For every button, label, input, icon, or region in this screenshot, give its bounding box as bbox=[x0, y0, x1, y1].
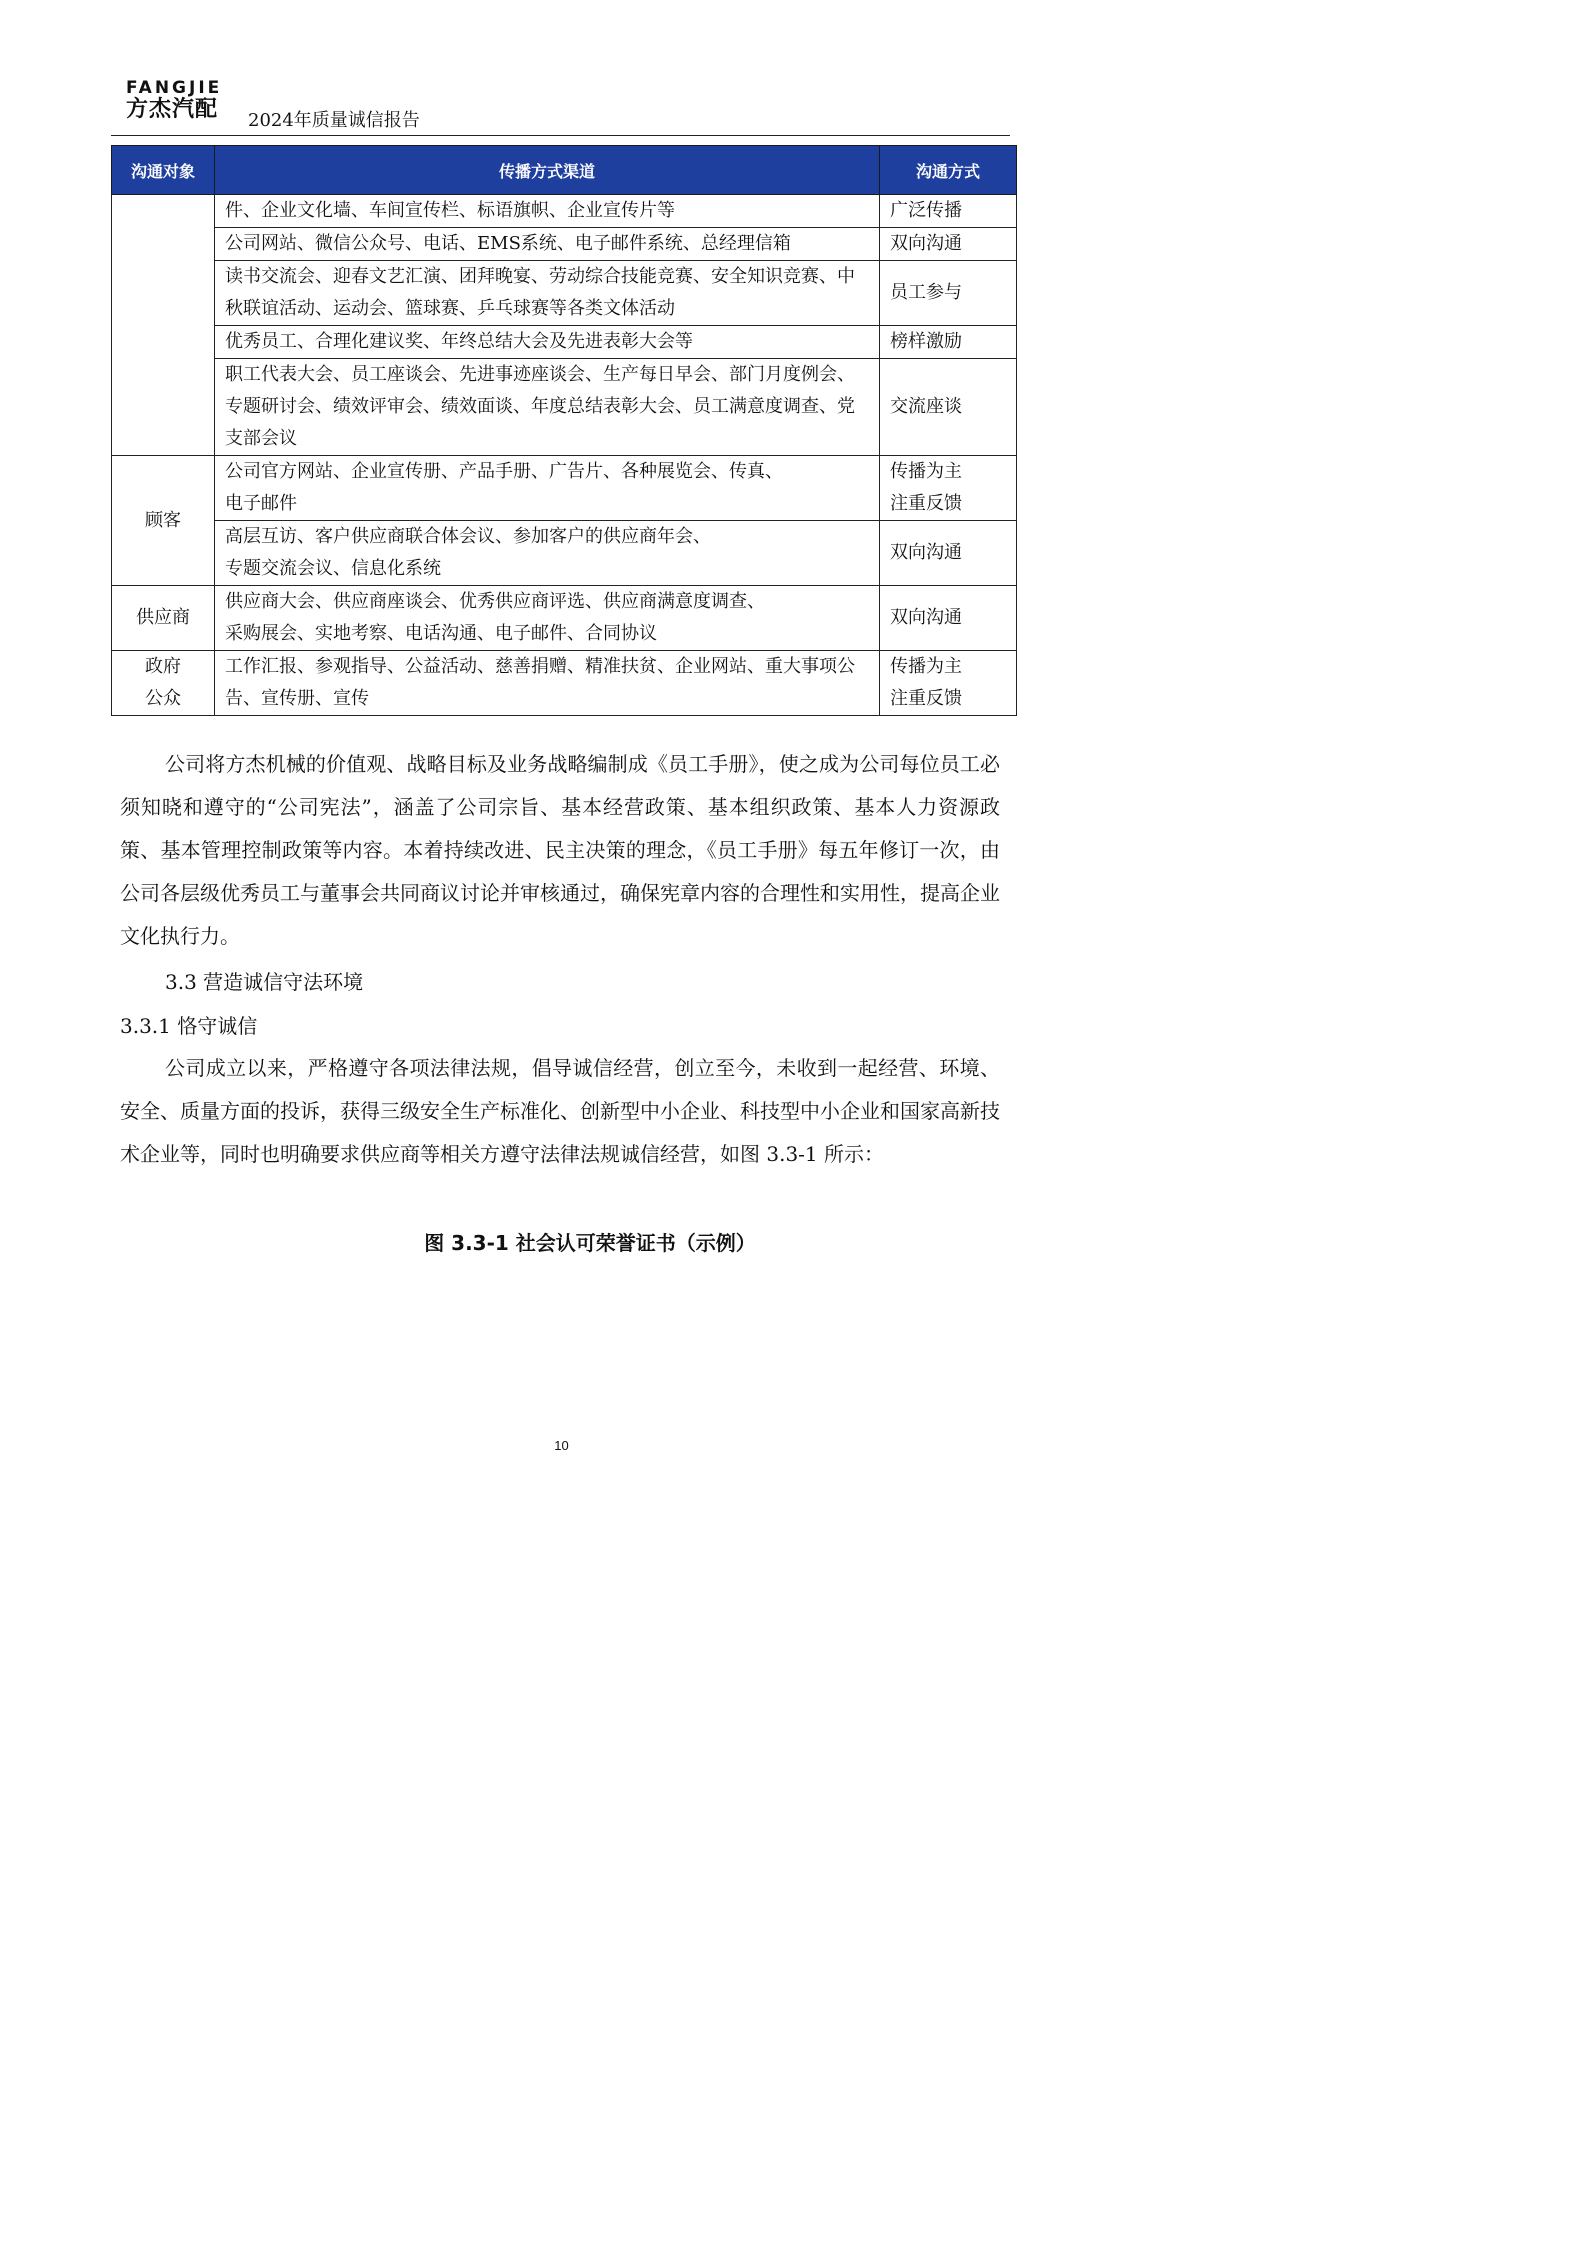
audience-line: 政府 bbox=[145, 656, 181, 677]
channel-line: 高层互访、客户供应商联合体会议、参加客户的供应商年会、 bbox=[225, 526, 711, 547]
audience-line: 公众 bbox=[145, 688, 181, 709]
mode-cell bbox=[880, 651, 1017, 716]
channel-line: 供应商大会、供应商座谈会、优秀供应商评选、供应商满意度调查、 bbox=[225, 591, 765, 612]
mode-cell bbox=[880, 456, 1017, 521]
body-paragraph: 公司将方杰机械的价值观、战略目标及业务战略编制成《员工手册》，使之成为公司每位员工必须知晓和遵守的“公司宪法”，涵盖了公司宗旨、基本经营政策、基本组织政策、基本人力资源政策、基本管理控制政策等内容。本着持续改进、民主决策的理念，《员工手册》每五年修订一次，由公司各层级优秀员工与董事会共同商议讨论并审核通过，确保宪章内容的合理性和实用性，提高企业文化执行力。 bbox=[120, 752, 1000, 948]
channel-cell bbox=[215, 521, 880, 586]
table-row bbox=[112, 195, 1017, 228]
table-row bbox=[112, 456, 1017, 521]
page-number: 10 bbox=[554, 1438, 569, 1453]
logo-latin-text: FANGJIE bbox=[126, 78, 223, 98]
channel-cell: 件、企业文化墙、车间宣传栏、标语旗帜、企业宣传片等 bbox=[215, 195, 880, 228]
subsection-heading: 3.3.1 恪守诚信 bbox=[120, 1014, 258, 1038]
channel-cell bbox=[215, 586, 880, 651]
logo-chinese-text: 方杰汽配 bbox=[126, 97, 219, 122]
mode-cell: 交流座谈 bbox=[880, 359, 1017, 456]
body-paragraph: 公司成立以来，严格遵守各项法律法规，倡导诚信经营，创立至今，未收到一起经营、环境、安全、质量方面的投诉，获得三级安全生产标准化、创新型中小企业、科技型中小企业和国家高新技术企业等，同时也明确要求供应商等相关方遵守法律法规诚信经营，如图 3.3-1 所示： bbox=[120, 1056, 1000, 1166]
mode-line: 注重反馈 bbox=[890, 493, 962, 514]
channel-cell bbox=[215, 456, 880, 521]
section-heading: 3.3 营造诚信守法环境 bbox=[165, 970, 364, 994]
table-row bbox=[112, 228, 1017, 261]
header-channel: 传播方式渠道 bbox=[215, 146, 880, 195]
mode-cell: 员工参与 bbox=[880, 261, 1017, 326]
channel-line: 公司官方网站、企业宣传册、产品手册、广告片、各种展览会、传真、 bbox=[225, 461, 783, 482]
communication-table bbox=[111, 145, 1017, 716]
table-row bbox=[112, 521, 1017, 586]
table-row bbox=[112, 261, 1017, 326]
mode-cell: 双向沟通 bbox=[880, 586, 1017, 651]
table-row bbox=[112, 651, 1017, 716]
channel-cell: 公司网站、微信公众号、电话、EMS系统、电子邮件系统、总经理信箱 bbox=[215, 228, 880, 261]
header-mode: 沟通方式 bbox=[880, 146, 1017, 195]
figure-caption: 图 3.3-1 社会认可荣誉证书（示例） bbox=[424, 1231, 756, 1255]
mode-line: 注重反馈 bbox=[890, 688, 962, 709]
mode-cell: 双向沟通 bbox=[880, 521, 1017, 586]
table-row bbox=[112, 359, 1017, 456]
table-row bbox=[112, 586, 1017, 651]
audience-cell bbox=[112, 651, 215, 716]
channel-line: 采购展会、实地考察、电话沟通、电子邮件、合同协议 bbox=[225, 623, 657, 644]
channel-line: 电子邮件 bbox=[225, 493, 297, 514]
audience-cell bbox=[112, 195, 215, 456]
company-logo bbox=[126, 79, 242, 125]
mode-cell: 榜样激励 bbox=[880, 326, 1017, 359]
mode-line: 传播为主 bbox=[890, 656, 962, 677]
channel-cell: 读书交流会、迎春文艺汇演、团拜晚宴、劳动综合技能竞赛、安全知识竞赛、中秋联谊活动、运动会、篮球赛、乒乓球赛等各类文体活动 bbox=[215, 261, 880, 326]
table-row bbox=[112, 326, 1017, 359]
mode-cell: 双向沟通 bbox=[880, 228, 1017, 261]
table-header-row bbox=[112, 146, 1017, 195]
audience-cell: 顾客 bbox=[112, 456, 215, 586]
header-audience: 沟通对象 bbox=[112, 146, 215, 195]
audience-cell: 供应商 bbox=[112, 586, 215, 651]
header-divider bbox=[111, 135, 1010, 136]
mode-line: 传播为主 bbox=[890, 461, 962, 482]
mode-cell: 广泛传播 bbox=[880, 195, 1017, 228]
channel-cell: 优秀员工、合理化建议奖、年终总结大会及先进表彰大会等 bbox=[215, 326, 880, 359]
report-title: 2024年质量诚信报告 bbox=[248, 110, 420, 131]
channel-line: 专题交流会议、信息化系统 bbox=[225, 558, 441, 579]
channel-cell: 工作汇报、参观指导、公益活动、慈善捐赠、精准扶贫、企业网站、重大事项公告、宣传册、宣传 bbox=[215, 651, 880, 716]
channel-cell: 职工代表大会、员工座谈会、先进事迹座谈会、生产每日早会、部门月度例会、专题研讨会、绩效评审会、绩效面谈、年度总结表彰大会、员工满意度调查、党支部会议 bbox=[215, 359, 880, 456]
